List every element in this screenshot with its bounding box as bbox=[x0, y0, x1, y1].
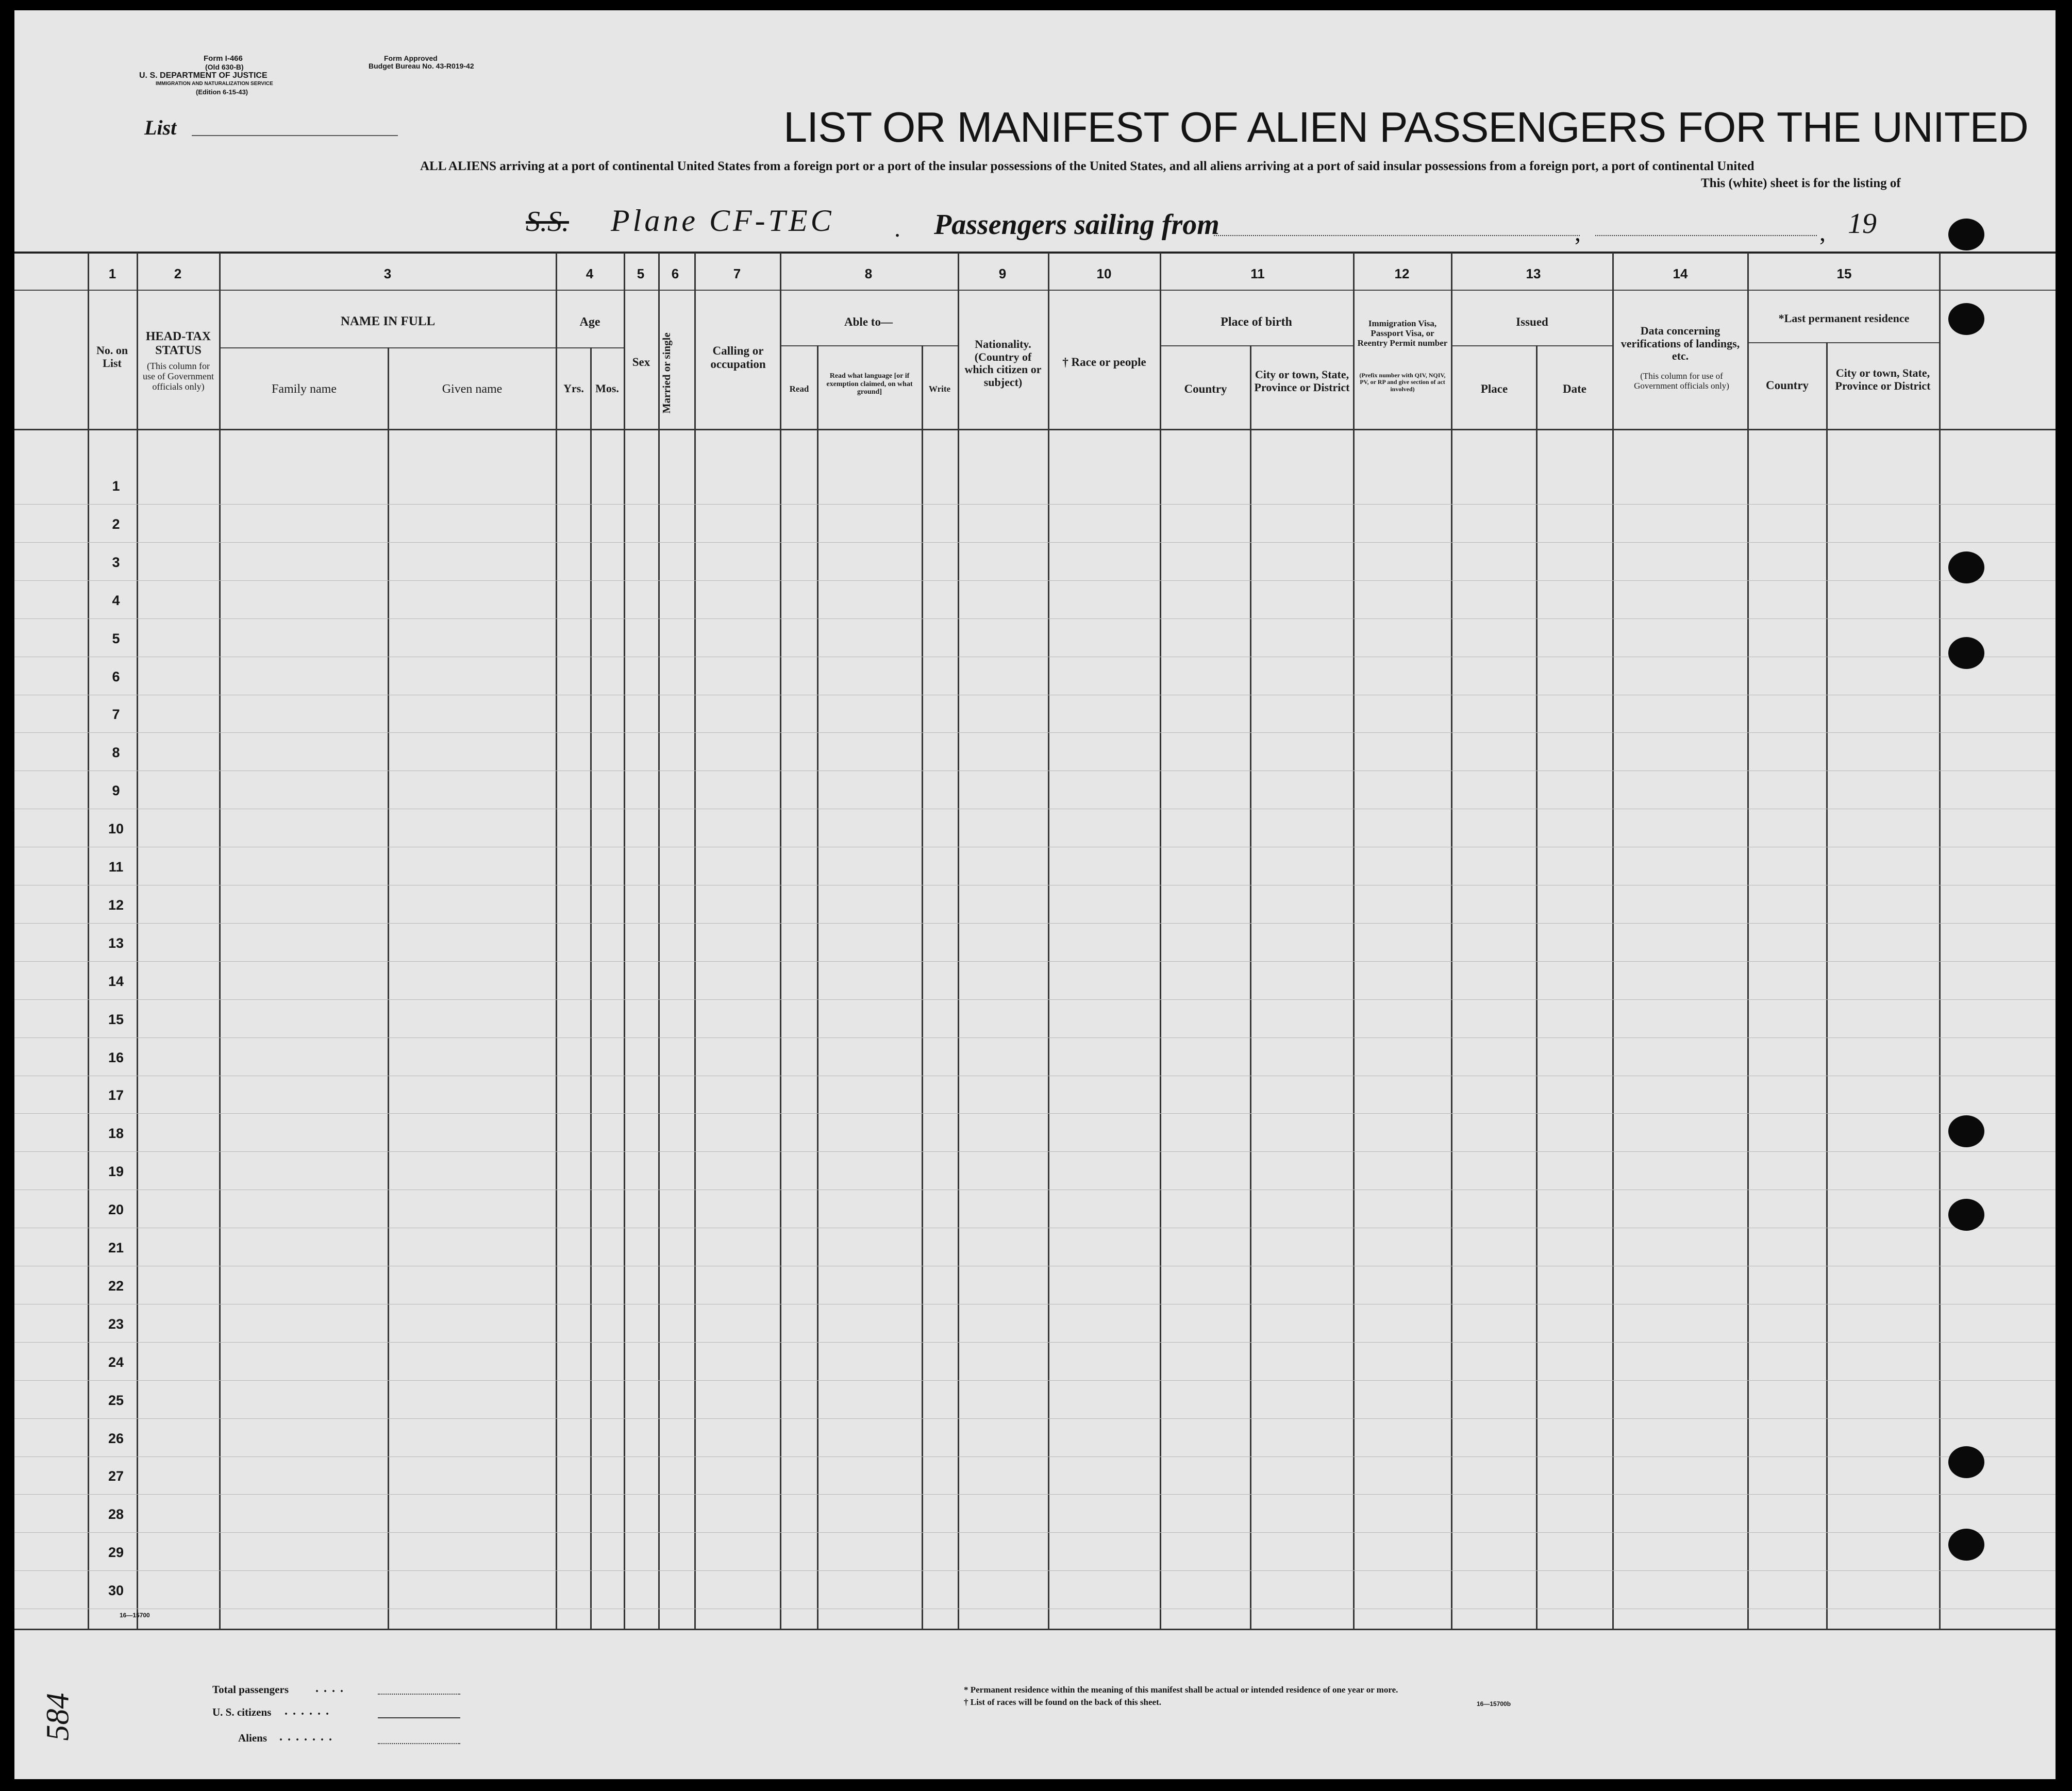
col-line-r bbox=[1451, 253, 1452, 1629]
binder-hole-1 bbox=[1948, 219, 1984, 250]
row-number: 29 bbox=[108, 1545, 124, 1560]
aliens-dots: ....... bbox=[279, 1730, 337, 1744]
col-line-m bbox=[958, 253, 959, 1629]
row-rule bbox=[14, 1151, 2056, 1152]
row-rule bbox=[14, 923, 2056, 924]
total-passengers-dots: .... bbox=[315, 1682, 348, 1695]
row-number: 7 bbox=[112, 707, 120, 722]
header-family-name: Family name bbox=[272, 382, 337, 396]
form-approved: Form Approved bbox=[384, 54, 438, 62]
col-line-d bbox=[388, 347, 389, 1629]
aliens-label: Aliens bbox=[238, 1732, 268, 1744]
row-number: 16 bbox=[108, 1050, 124, 1065]
header-mos: Mos. bbox=[595, 382, 619, 395]
service-name: IMMIGRATION AND NATURALIZATION SERVICE bbox=[156, 81, 273, 87]
row-number: 30 bbox=[108, 1583, 124, 1598]
footnote-races: † List of races will be found on the back of this sheet. bbox=[964, 1697, 1161, 1707]
table-top-border bbox=[14, 252, 2056, 254]
col-number-9: 9 bbox=[998, 266, 1007, 281]
binder-hole-2 bbox=[1948, 303, 1984, 335]
row-rule bbox=[14, 580, 2056, 581]
header-residence-country: Country bbox=[1765, 379, 1809, 392]
col-number-10: 10 bbox=[1096, 266, 1112, 281]
subtitle-line-1: ALL ALIENS arriving at a port of continental United States from a foreign port or a port of the insular possessions of the United States, and all aliens arriving at a port of said insular possessions from a foreign port, a port of continental United bbox=[420, 159, 1754, 173]
manifest-sheet bbox=[14, 10, 2056, 1779]
us-citizens-label: U. S. citizens bbox=[212, 1706, 272, 1718]
header-no-on-list: No. on List bbox=[96, 344, 128, 370]
row-rule bbox=[14, 1418, 2056, 1419]
header-read: Read bbox=[789, 384, 809, 394]
row-number: 20 bbox=[108, 1202, 124, 1217]
header-birth-city: City or town, State, Province or District bbox=[1254, 368, 1350, 394]
col-number-5: 5 bbox=[637, 266, 645, 281]
header-last-residence: *Last permanent residence bbox=[1778, 312, 1910, 325]
col-line-w bbox=[1939, 253, 1941, 1629]
header-issued-date: Date bbox=[1563, 382, 1586, 395]
header-nationality: Nationality. (Country of which citizen or subject) bbox=[964, 338, 1042, 389]
col-number-12: 12 bbox=[1394, 266, 1410, 281]
subtitle-line-2: This (white) sheet is for the listing of bbox=[1701, 176, 1901, 190]
header-married-or-single: Married or single bbox=[660, 332, 673, 414]
col-line-k bbox=[817, 345, 818, 1629]
header-residence-city: City or town, State, Province or District bbox=[1835, 366, 1931, 392]
row-number: 4 bbox=[112, 593, 120, 608]
col-number-13: 13 bbox=[1526, 266, 1541, 281]
form-edition: (Edition 6-15-43) bbox=[196, 88, 248, 96]
col-line-q bbox=[1353, 253, 1355, 1629]
row-rule bbox=[14, 1532, 2056, 1533]
header-issued-place: Place bbox=[1480, 382, 1508, 395]
binder-hole-6 bbox=[1948, 1199, 1984, 1231]
row-rule bbox=[14, 618, 2056, 619]
row-number: 22 bbox=[108, 1278, 124, 1294]
budget-bureau: Budget Bureau No. 43-R019-42 bbox=[369, 62, 474, 70]
year-comma: , bbox=[1819, 219, 1826, 246]
header-write: Write bbox=[928, 384, 951, 394]
row-number: 3 bbox=[112, 555, 120, 570]
col-number-4: 4 bbox=[586, 266, 594, 281]
row-number: 17 bbox=[108, 1087, 124, 1103]
col-number-2: 2 bbox=[174, 266, 182, 281]
header-data-concerning: Data concerning verifications of landings, etc. bbox=[1620, 324, 1740, 363]
footnote-permanent-residence: * Permanent residence within the meaning of this manifest shall be actual or intended residence of one year or more. bbox=[964, 1685, 1398, 1695]
row-number: 10 bbox=[108, 821, 124, 836]
form-old-number: (Old 630-B) bbox=[205, 63, 244, 71]
year-label: 19 bbox=[1848, 208, 1877, 240]
header-visa-note: (Prefix number with QIV, NQIV, PV, or RP and give section of act involved) bbox=[1359, 372, 1446, 393]
row-rule bbox=[14, 542, 2056, 543]
col-line-c bbox=[219, 253, 221, 1629]
row-number: 25 bbox=[108, 1393, 124, 1408]
col-line-a bbox=[88, 253, 89, 1629]
sailing-date-line bbox=[1595, 235, 1817, 236]
binder-hole-3 bbox=[1948, 551, 1984, 583]
row-rule bbox=[14, 504, 2056, 505]
sailing-from-label: Passengers sailing from bbox=[934, 209, 1219, 241]
col-line-n bbox=[1048, 253, 1049, 1629]
row-number: 14 bbox=[108, 974, 124, 989]
row-rule bbox=[14, 1380, 2056, 1381]
row-rule bbox=[14, 961, 2056, 962]
col-line-t bbox=[1612, 253, 1614, 1629]
sailing-from-line bbox=[1214, 235, 1580, 236]
aliens-line bbox=[378, 1743, 460, 1744]
residence-subheader-border bbox=[1747, 342, 1939, 343]
col-number-11: 11 bbox=[1250, 266, 1265, 281]
row-number: 27 bbox=[108, 1468, 124, 1484]
age-subheader-border bbox=[556, 347, 624, 348]
col-line-p bbox=[1250, 345, 1251, 1629]
header-bottom-border bbox=[14, 429, 2056, 430]
header-calling: Calling or occupation bbox=[710, 344, 766, 371]
header-race: † Race or people bbox=[1062, 356, 1146, 369]
row-number: 24 bbox=[108, 1354, 124, 1370]
ship-name-period: . bbox=[894, 215, 900, 242]
total-passengers-label: Total passengers bbox=[212, 1683, 289, 1696]
header-head-tax: HEAD-TAX STATUS bbox=[145, 330, 211, 357]
col-line-u bbox=[1747, 253, 1749, 1629]
issued-subheader-border bbox=[1451, 345, 1612, 346]
department-name: U. S. DEPARTMENT OF JUSTICE bbox=[139, 71, 268, 80]
header-yrs: Yrs. bbox=[563, 382, 584, 395]
row-number: 9 bbox=[112, 783, 120, 798]
row-number: 18 bbox=[108, 1126, 124, 1141]
col-number-3: 3 bbox=[383, 266, 392, 281]
col-number-6: 6 bbox=[671, 266, 679, 281]
header-head-tax-note: (This column for use of Government officials only) bbox=[143, 361, 214, 392]
page-title: LIST OR MANIFEST OF ALIEN PASSENGERS FOR THE UNITED bbox=[783, 103, 2028, 151]
row-number: 21 bbox=[108, 1240, 124, 1256]
row-rule bbox=[14, 732, 2056, 733]
header-age: Age bbox=[579, 315, 600, 329]
ss-label: S.S. bbox=[526, 206, 569, 238]
us-citizens-dots: ...... bbox=[285, 1704, 334, 1718]
col-line-h bbox=[658, 253, 660, 1629]
col-line-i bbox=[694, 253, 696, 1629]
row-rule bbox=[14, 1037, 2056, 1038]
row-number: 15 bbox=[108, 1012, 124, 1027]
footnote-code: 16—15700b bbox=[1477, 1700, 1511, 1708]
row-number: 1 bbox=[112, 478, 120, 494]
header-read-language: Read what language [or if exemption claimed, on what ground] bbox=[826, 372, 913, 396]
header-data-note: (This column for use of Government officials only) bbox=[1634, 371, 1729, 391]
col-number-8: 8 bbox=[864, 266, 873, 281]
header-visa: Immigration Visa, Passport Visa, or Reentry Permit number bbox=[1357, 319, 1448, 348]
table-bottom-border bbox=[14, 1629, 2056, 1630]
comma: , bbox=[1575, 219, 1581, 246]
list-label: List bbox=[144, 116, 177, 139]
col-line-l bbox=[922, 345, 923, 1629]
form-number: Form I-466 bbox=[204, 54, 243, 63]
col-line-j bbox=[780, 253, 781, 1629]
row-number: 19 bbox=[108, 1164, 124, 1179]
us-citizens-line bbox=[378, 1717, 460, 1718]
row-number: 5 bbox=[112, 631, 120, 646]
able-subheader-border bbox=[780, 345, 958, 346]
header-place-of-birth: Place of birth bbox=[1221, 315, 1292, 329]
header-number-border bbox=[14, 290, 2056, 291]
header-sex: Sex bbox=[632, 356, 650, 369]
col-line-g bbox=[624, 253, 625, 1629]
row-rule bbox=[14, 1113, 2056, 1114]
ship-name: Plane CF-TEC bbox=[611, 204, 834, 238]
list-number-line bbox=[192, 135, 398, 136]
col-line-v bbox=[1826, 342, 1828, 1629]
row-number: 2 bbox=[112, 516, 120, 532]
col-number-1: 1 bbox=[108, 266, 116, 281]
row-number: 8 bbox=[112, 745, 120, 760]
row-rule bbox=[14, 1342, 2056, 1343]
row-number: 12 bbox=[108, 897, 124, 913]
col-number-14: 14 bbox=[1673, 266, 1688, 281]
binder-hole-8 bbox=[1948, 1529, 1984, 1561]
row-number: 26 bbox=[108, 1431, 124, 1446]
binder-hole-7 bbox=[1948, 1446, 1984, 1478]
col-number-15: 15 bbox=[1836, 266, 1852, 281]
row-number: 6 bbox=[112, 669, 120, 684]
row-rule bbox=[14, 1494, 2056, 1495]
header-given-name: Given name bbox=[442, 382, 503, 396]
row-number: 28 bbox=[108, 1507, 124, 1522]
header-birth-country: Country bbox=[1184, 382, 1227, 395]
row-number: 13 bbox=[108, 935, 124, 951]
col-line-s bbox=[1536, 345, 1538, 1629]
binder-hole-5 bbox=[1948, 1115, 1984, 1147]
print-code-bottom: 16—15700 bbox=[120, 1612, 150, 1619]
row-rule bbox=[14, 1570, 2056, 1571]
col-line-o bbox=[1160, 253, 1161, 1629]
col-number-7: 7 bbox=[733, 266, 741, 281]
col-line-f bbox=[590, 347, 592, 1629]
binder-hole-4 bbox=[1948, 637, 1984, 669]
header-name-in-full: NAME IN FULL bbox=[340, 314, 436, 328]
header-able-to: Able to— bbox=[844, 315, 893, 328]
row-number: 11 bbox=[108, 859, 124, 875]
margin-handwritten-number: 584 bbox=[40, 1693, 76, 1741]
birth-subheader-border bbox=[1160, 345, 1353, 346]
header-issued: Issued bbox=[1516, 315, 1548, 328]
row-number: 23 bbox=[108, 1316, 124, 1332]
col-line-e bbox=[556, 253, 557, 1629]
total-passengers-line bbox=[378, 1694, 460, 1695]
row-rule bbox=[14, 999, 2056, 1000]
